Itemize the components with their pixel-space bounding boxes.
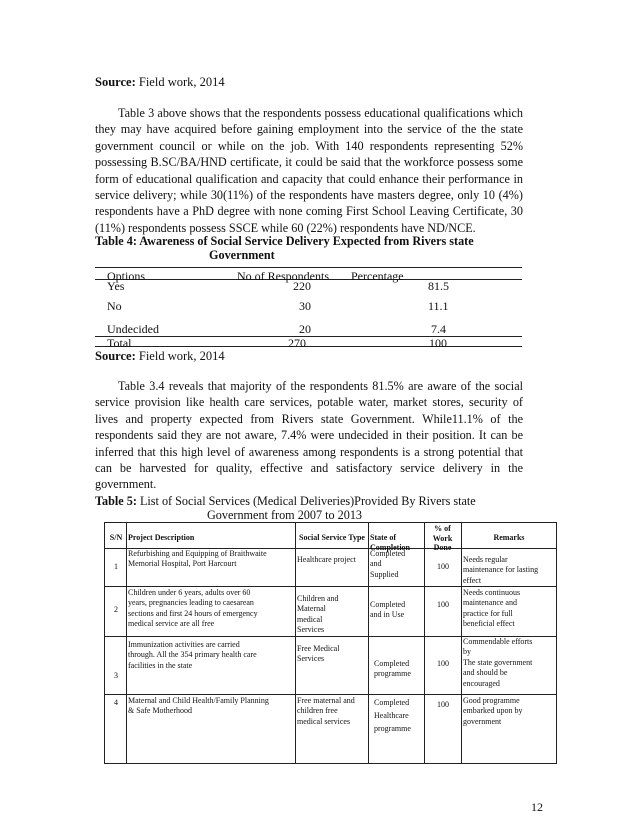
table5-rule xyxy=(368,522,369,764)
table5-rule xyxy=(104,763,557,764)
table5-row3-sn: 3 xyxy=(114,671,118,680)
table4-total-rule xyxy=(95,336,522,337)
table4-row-yes-label: Yes xyxy=(107,279,125,293)
table5 xyxy=(104,522,557,764)
table5-header-remarks: Remarks xyxy=(493,533,525,542)
table5-rule xyxy=(126,522,127,764)
table5-row1-project: Refurbishing and Equipping of Braithwaite Memorial Hospital, Port Harcourt xyxy=(128,549,267,569)
table5-row3-work: 100 xyxy=(437,659,449,668)
table4-row-total-count: 270 xyxy=(288,336,306,350)
table5-row3-state: Completed programme xyxy=(374,659,411,679)
table4-row-undecided-count: 20 xyxy=(299,322,311,336)
table5-row1-type: Healthcare project xyxy=(297,555,356,564)
table4 xyxy=(95,267,522,350)
table5-row2-state: Completed and in Use xyxy=(370,600,406,620)
table5-rule xyxy=(295,522,296,764)
table5-row2-project: Children under 6 years, adults over 60 years, pregnancies leading to caesarean sections and first 24 hours of emergency medical service are all free xyxy=(128,588,258,629)
page-number: 12 xyxy=(531,800,543,814)
table4-row-no-percent: 11.1 xyxy=(428,299,449,313)
table4-header-respondents: No of Respondents xyxy=(237,269,329,283)
table5-row4-work: 100 xyxy=(437,700,449,709)
table5-rule xyxy=(461,522,462,764)
table5-rule xyxy=(424,522,425,764)
table4-header-options: Options xyxy=(107,269,146,283)
table4-row-undecided-label: Undecided xyxy=(107,322,159,336)
table5-row3-type: Free Medical Services xyxy=(297,644,340,664)
table5-title-line1: Table 5: List of Social Services (Medical Deliveries)Provided By Rivers state xyxy=(95,494,476,508)
table5-rule xyxy=(104,522,557,523)
table4-row-no-count: 30 xyxy=(299,299,311,313)
table5-rule xyxy=(104,522,105,764)
table4-row-undecided-percent: 7.4 xyxy=(431,322,446,336)
paragraph-table4-discussion: Table 3.4 reveals that majority of the respondents 81.5% are aware of the social service provision like health care services, potable water, market stores, security of lives and property expected from Rivers state Government. While11.1% of the respondents said they are not aware, 7.4% were undecided in their position. It can be inferred that this high level of awareness among respondents is a strong potential that can be harvested for quality, effective and satisfactory service delivery in the government. xyxy=(95,379,523,492)
table5-row2-work: 100 xyxy=(437,600,449,609)
table5-row1-work: 100 xyxy=(437,562,449,571)
source-note-1: Source: Field work, 2014 xyxy=(95,75,225,89)
table4-header-percentage: Percentage xyxy=(351,269,404,283)
table5-row4-project: Maternal and Child Health/Family Planning & Safe Motherhood xyxy=(128,696,269,716)
table5-row3-remarks: Commendable efforts by The state government and should be encouraged xyxy=(463,637,533,688)
table5-rule xyxy=(104,694,557,695)
table4-title-line1: Table 4: Awareness of Social Service Delivery Expected from Rivers state xyxy=(95,234,474,248)
table5-row3-project: Immunization activities are carried through. All the 354 primary health care facilities in the state xyxy=(128,640,257,670)
table5-row1-state: Completed and Supplied xyxy=(370,549,406,579)
table5-row4-type: Free maternal and children free medical services xyxy=(297,696,355,726)
table5-row2-remarks: Needs continuous maintenance and practice for full beneficial effect xyxy=(463,588,521,629)
table4-title-line2: Government xyxy=(209,248,275,262)
table4-row-yes-percent: 81.5 xyxy=(428,279,449,293)
table5-header-type: Social Service Type xyxy=(299,533,365,542)
table5-row1-sn: 1 xyxy=(114,562,118,571)
table5-header-sn: S/N xyxy=(109,533,123,542)
table4-row-total-percent: 100 xyxy=(429,336,447,350)
table5-row4-state: Completed Healthcare programme xyxy=(374,698,411,733)
table4-row-total-label: Total xyxy=(107,336,132,350)
table4-row-yes-count: 220 xyxy=(293,279,311,293)
table5-row2-sn: 2 xyxy=(114,605,118,614)
table5-header-work: % of Work Done xyxy=(432,524,453,552)
table5-header-state: State of Completion xyxy=(370,533,410,552)
table4-row-no-label: No xyxy=(107,299,122,313)
table5-title-line2: Government from 2007 to 2013 xyxy=(207,508,363,522)
table5-rule xyxy=(556,522,557,764)
table5-row2-type: Children and Maternal medical Services xyxy=(297,594,339,635)
source-note-2: Source: Field work, 2014 xyxy=(95,349,225,363)
table5-row1-remarks: Needs regular maintenance for lasting effect xyxy=(463,555,539,585)
table5-row4-sn: 4 xyxy=(114,698,118,707)
table5-header-project: Project Description xyxy=(128,533,195,542)
table5-row4-remarks: Good programme embarked upon by government xyxy=(463,696,523,726)
paragraph-table3-discussion: Table 3 above shows that the respondents possess educational qualifications which they may have acquired before gaining employment into the service of the the state government council or while on the job. With 140 respondents representing 52% possessing B.SC/BA/HND certificate, it could be said that the workforce possess some form of educational qualification and capacity that could enhance their performance in service delivery; while 30(11%) of the respondents have masters degree, only 10 (4%) respondents have a PhD degree with none coming First School Leaving Certificate, 30 (11%) respondents possess SSCE while 60 (22%) respondents have ND/NCE. xyxy=(95,106,523,235)
